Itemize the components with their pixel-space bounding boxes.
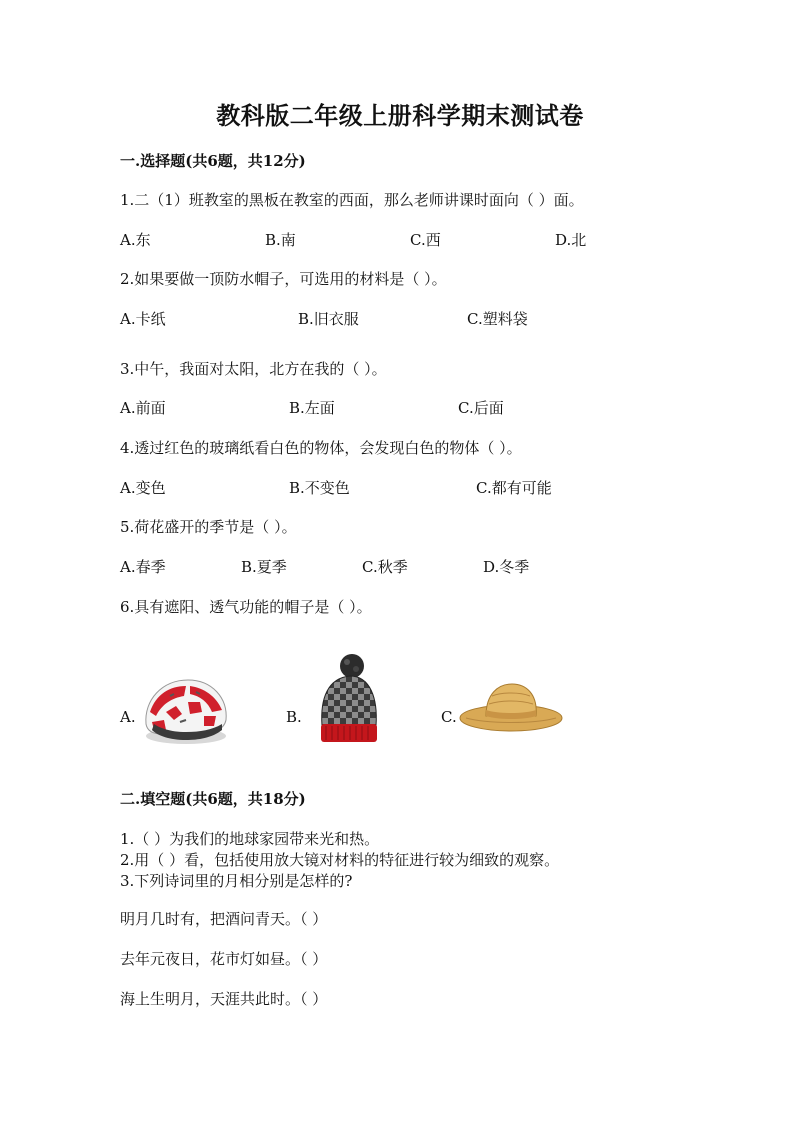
section-heading-choice: 一.选择题(共6题，共12分) [120, 152, 306, 170]
poem-line-1: 明月几时有，把酒问青天。（ ） [120, 910, 328, 928]
q1-option-c: C.西 [410, 231, 441, 249]
question-3: 3.中午，我面对太阳，北方在我的（ ）。 [120, 360, 387, 378]
q4-option-a: A.变色 [120, 479, 166, 497]
q3-option-b: B.左面 [289, 399, 335, 417]
q2-option-a: A.卡纸 [120, 310, 166, 328]
page-title: 教科版二年级上册科学期末测试卷 [216, 101, 584, 130]
bike-helmet-image [140, 672, 232, 746]
fill-item-1: 1.（ ）为我们的地球家园带来光和热。 [120, 830, 380, 848]
q6-option-a: A. [120, 708, 136, 726]
q3-option-a: A.前面 [120, 399, 166, 417]
q1-option-d: D.北 [555, 231, 587, 249]
q2-option-b: B.旧衣服 [298, 310, 359, 328]
q1-option-b: B.南 [265, 231, 296, 249]
question-5: 5.荷花盛开的季节是（ ）。 [120, 518, 297, 536]
knit-beanie-image [316, 652, 380, 744]
q4-option-c: C.都有可能 [476, 479, 552, 497]
q5-option-a: A.春季 [120, 558, 166, 576]
q5-option-b: B.夏季 [241, 558, 287, 576]
q1-option-a: A.东 [120, 231, 151, 249]
poem-line-2: 去年元夜日，花市灯如昼。（ ） [120, 950, 328, 968]
poem-line-3: 海上生明月，天涯共此时。（ ） [120, 990, 328, 1008]
q6-option-b: B. [286, 708, 302, 726]
question-6: 6.具有遮阳、透气功能的帽子是（ ）。 [120, 598, 372, 616]
q4-option-b: B.不变色 [289, 479, 350, 497]
q3-option-c: C.后面 [458, 399, 504, 417]
q5-option-d: D.冬季 [483, 558, 530, 576]
question-1: 1.二（1）班教室的黑板在教室的西面，那么老师讲课时面向（ ）面。 [120, 191, 584, 209]
fill-item-3: 3.下列诗词里的月相分别是怎样的? [120, 872, 353, 890]
q5-option-c: C.秋季 [362, 558, 408, 576]
straw-hat-image [458, 680, 564, 734]
q6-option-c: C. [441, 708, 457, 726]
question-4: 4.透过红色的玻璃纸看白色的物体，会发现白色的物体（ ）。 [120, 439, 522, 457]
question-2: 2.如果要做一顶防水帽子，可选用的材料是（ ）。 [120, 270, 447, 288]
section-heading-fill: 二.填空题(共6题，共18分) [120, 790, 306, 808]
q2-option-c: C.塑料袋 [467, 310, 528, 328]
fill-item-2: 2.用（ ）看，包括使用放大镜对材料的特征进行较为细致的观察。 [120, 851, 560, 869]
